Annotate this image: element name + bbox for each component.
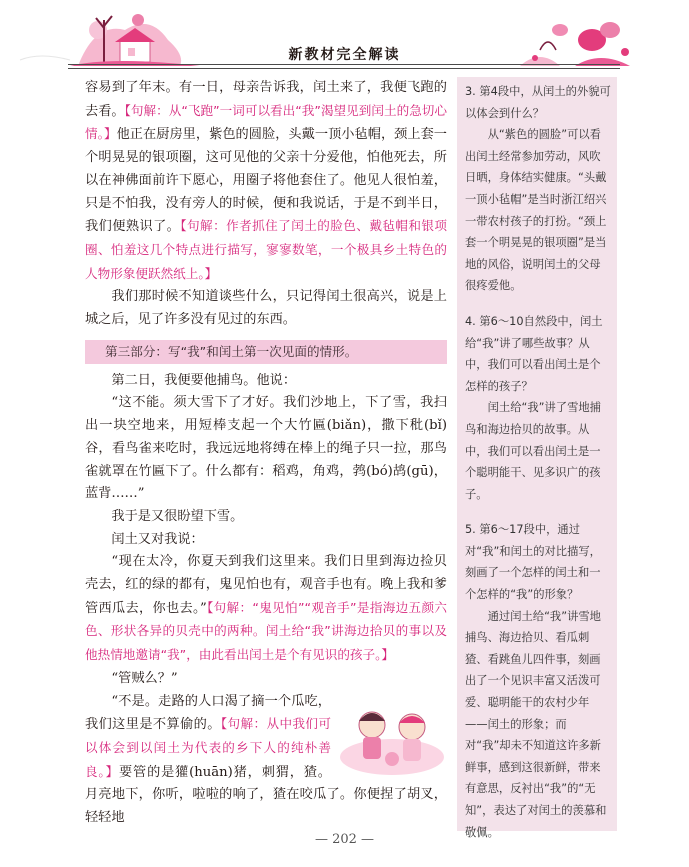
paragraph: 闰土又对我说： <box>111 531 204 547</box>
page-footer: — 202 — <box>314 832 375 847</box>
text-span: 他正在厨房里，紫色的圆脸，头戴一顶小毡帽，颈上套一个明晃晃的银项圈，这可见他的父亲十分爱他，怕他死去，所以在神佛面前许下愿心，用圈子将他套住了。他见人很怕羞，只是不怕我，没有旁人的时候，便和我说话，于是不到半日，我们便熟识了。 <box>85 127 447 235</box>
question-sidebar <box>457 77 617 839</box>
text-span: 容易到了年末。有一日，母亲告诉我，闰土来了，我便飞跑的去看。 <box>85 80 447 119</box>
text-span: “现在太冷，你夏天到我们这里来。我们日里到海边捡贝壳去，红的绿的都有，鬼见怕也有，观音手也有。晚上我和爹管西瓜去，你也去。” <box>85 554 447 616</box>
text-span: “不是。走路的人口渴了摘一个瓜吃，我们这里是不算偷的。 <box>85 693 331 733</box>
answer-3: 从“紫色的圆脸”可以看出闰土经常参加劳动，风吹日晒，身体结实健康。“头戴一顶小毡帽”是当时浙江绍兴一带农村孩子的打扮。“颈上套一个明晃晃的银项圈”是当地的风俗，说明闰土的父母很疼爱他。 <box>465 128 607 293</box>
section-heading: 第三部分：写“我”和闰土第一次见面的情形。 <box>85 340 447 364</box>
spacer <box>465 297 611 311</box>
annotation: 【句解：从中我们可以体会到以闰土为代表的乡下人的纯朴善良。】 <box>85 716 332 779</box>
text-span: 要管的是獾(huān)猪，刺猬，猹。月亮地下，你听，啦啦的响了，猹在咬瓜了。你便捏了胡叉，轻轻地 <box>85 764 447 826</box>
paragraph: 我们那时候不知道谈些什么，只记得闰土很高兴，说是上城之后，见了许多没有见过的东西。 <box>85 289 447 328</box>
page-number: 202 <box>332 832 357 847</box>
children-illustration <box>337 697 447 777</box>
annotation: 【句解：“鬼见怕”“观音手”是指海边五颜六色、形状各异的贝壳中的两种。闰土给“我”讲海边拾贝的事以及他热情地邀请“我”，由此看出闰土是个有见识的孩子。】 <box>85 599 447 663</box>
paragraph: “管贼么？” <box>111 670 178 686</box>
page-header <box>0 0 689 76</box>
question-3: 3. 第4段中，从闰土的外貌可以体会到什么？ <box>465 85 611 120</box>
annotation: 【句解：作者抓住了闰土的脸色、戴毡帽和银项圈、怕羞这几个特点进行描写，寥寥数笔，一个极具乡土特色的人物形象便跃然纸上。】 <box>85 218 448 281</box>
paragraph: 第二日，我便要他捕鸟。他说： <box>111 372 297 388</box>
paragraph <box>85 551 447 668</box>
paragraph <box>85 77 447 286</box>
header-rule <box>68 64 620 69</box>
question-4: 4. 第6～10自然段中，闰土给“我”讲了哪些故事？从中，我们可以看出闰土是个怎样的孩子？ <box>465 314 603 393</box>
main-text-column <box>85 77 447 830</box>
answer-5: 通过闰土给“我”讲雪地捕鸟、海边拾贝、看瓜刺猹、看跳鱼儿四件事，刻画出了一个见识丰富又活泼可爱、聪明能干的农村少年——闰土的形象；而对“我”却未不知道这许多新鲜事，感到这很新鲜，带来有意思，反衬出“我”的“无知”，表达了对闰土的羡慕和敬佩。 <box>465 609 607 839</box>
question-5: 5. 第6～17段中，通过对“我”和闰土的对比描写，刻画了一个怎样的闰土和一个怎样的“我”的形象？ <box>465 523 601 602</box>
paragraph: 我于是又很盼望下雪。 <box>111 508 244 524</box>
paragraph: “这不能。须大雪下了才好。我们沙地上，下了雪，我扫出一块空地来，用短棒支起一个大竹匾(biǎn)，撒下秕(bǐ)谷，看鸟雀来吃时，我远远地将缚在棒上的绳子只一拉，那鸟雀就罩在竹匾下了。什么都有：稻鸡，角鸡，鹁(bó)鸪(gū)，蓝背……” <box>85 395 447 502</box>
answer-4: 闰土给“我”讲了雪地捕鸟和海边拾贝的故事。从中，我们可以看出闰土是一个聪明能干、见多识广的孩子。 <box>465 401 601 501</box>
spacer <box>465 505 611 519</box>
book-title: 新教材完全解读 <box>288 47 401 63</box>
annotation: 【句解：从“飞跑”一词可以看出“我”渴望见到闰土的急切心情。】 <box>85 102 447 142</box>
